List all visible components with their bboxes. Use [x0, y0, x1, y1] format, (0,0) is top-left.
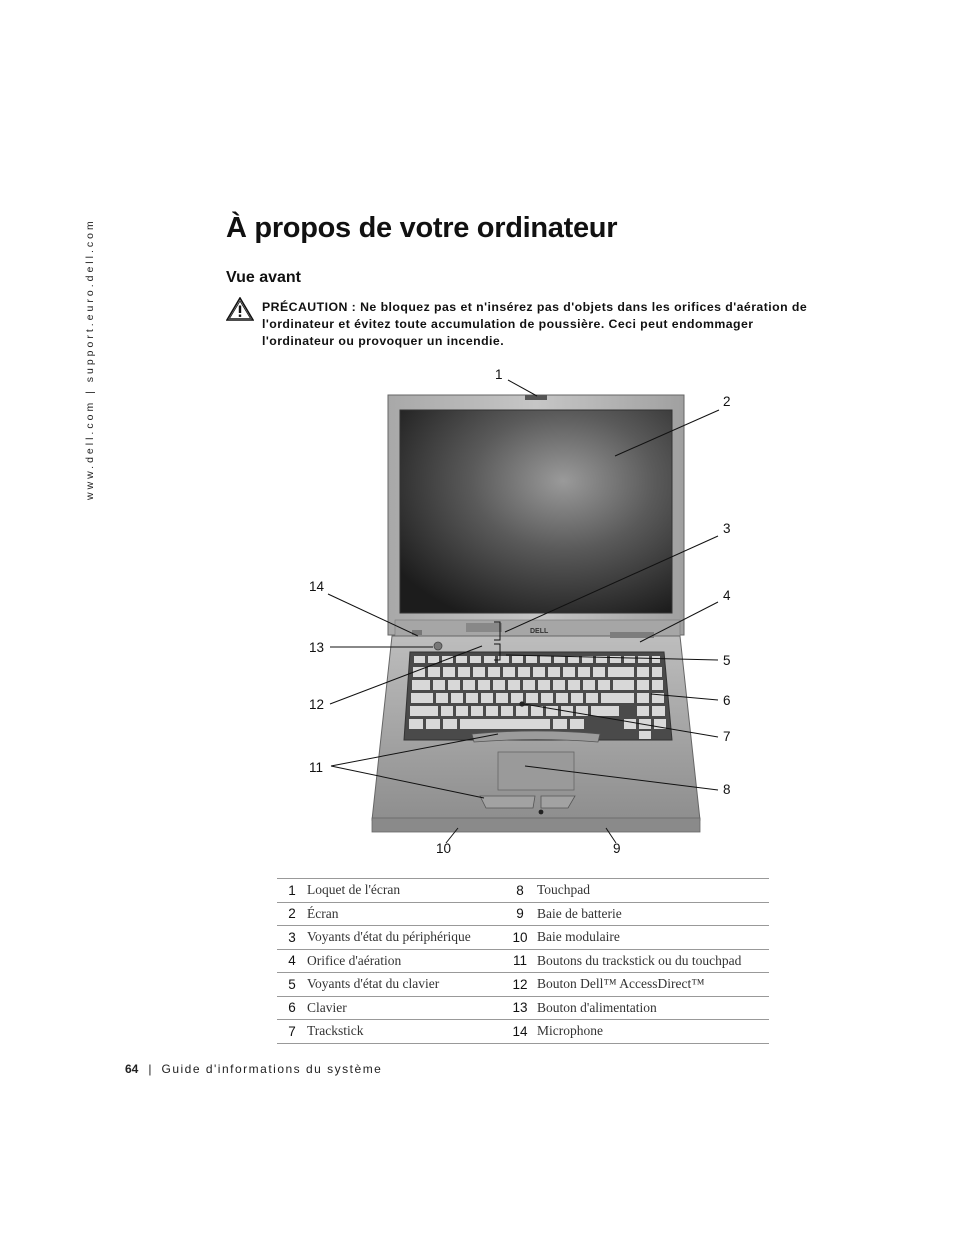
legend-number: 6 [277, 996, 307, 1020]
legend-number: 13 [503, 996, 537, 1020]
section-subtitle: Vue avant [226, 269, 301, 286]
legend-row [277, 996, 769, 1020]
caution-text [262, 299, 822, 350]
legend-number: 8 [503, 879, 537, 903]
legend-label: Touchpad [537, 879, 769, 903]
legend-number: 10 [503, 926, 537, 950]
legend-number: 4 [277, 949, 307, 973]
callout-11: 11 [309, 760, 324, 775]
legend-number: 3 [277, 926, 307, 950]
callout-10: 10 [436, 841, 452, 856]
legend-label: Bouton Dell™ AccessDirect™ [537, 973, 769, 997]
legend-number: 2 [277, 902, 307, 926]
callout-12: 12 [309, 697, 325, 712]
legend-row [277, 949, 769, 973]
legend-number: 1 [277, 879, 307, 903]
footer-separator: | [148, 1062, 152, 1076]
legend-number: 12 [503, 973, 537, 997]
legend-row [277, 902, 769, 926]
callout-1: 1 [495, 367, 503, 382]
callout-7: 7 [723, 729, 731, 744]
legend-label: Baie modulaire [537, 926, 769, 950]
brand-logo: DELL [530, 628, 549, 635]
legend-row [277, 926, 769, 950]
caution-label: PRÉCAUTION : [262, 300, 357, 314]
legend-row [277, 879, 769, 903]
footer-title: Guide d'informations du système [161, 1062, 383, 1076]
legend-row [277, 1020, 769, 1044]
legend-label: Orifice d'aération [307, 949, 503, 973]
legend-label: Boutons du trackstick ou du touchpad [537, 949, 769, 973]
legend-number: 11 [503, 949, 537, 973]
laptop-figure [300, 360, 760, 865]
callout-4: 4 [723, 588, 731, 603]
legend-label: Clavier [307, 996, 503, 1020]
page-title: À propos de votre ordinateur [226, 212, 618, 244]
callout-6: 6 [723, 693, 731, 708]
page-footer [125, 1062, 382, 1076]
callout-9: 9 [613, 841, 621, 856]
legend-number: 14 [503, 1020, 537, 1044]
laptop-illustration [300, 360, 760, 865]
legend-label: Loquet de l'écran [307, 879, 503, 903]
legend-row [277, 973, 769, 997]
side-url: www.dell.com | support.euro.dell.com [84, 218, 96, 500]
callout-3: 3 [723, 521, 731, 536]
legend-label: Bouton d'alimentation [537, 996, 769, 1020]
callout-14: 14 [309, 579, 325, 594]
callout-2: 2 [723, 394, 731, 409]
legend-label: Voyants d'état du clavier [307, 973, 503, 997]
legend-number: 7 [277, 1020, 307, 1044]
legend-number: 5 [277, 973, 307, 997]
legend-label: Microphone [537, 1020, 769, 1044]
legend-label: Voyants d'état du périphérique [307, 926, 503, 950]
legend-label: Trackstick [307, 1020, 503, 1044]
legend-number: 9 [503, 902, 537, 926]
legend-label: Écran [307, 902, 503, 926]
callout-5: 5 [723, 653, 731, 668]
legend-table [277, 878, 769, 1044]
page-number: 64 [125, 1062, 139, 1076]
warning-triangle-icon [226, 297, 254, 321]
legend-label: Baie de batterie [537, 902, 769, 926]
callout-13: 13 [309, 640, 325, 655]
caution-body: Ne bloquez pas et n'insérez pas d'objets dans les orifices d'aération de l'ordinateur et évitez toute accumulation de poussière. Ceci peut endommager l'ordinateur ou provoquer un incendie. [262, 300, 808, 348]
callout-8: 8 [723, 782, 731, 797]
